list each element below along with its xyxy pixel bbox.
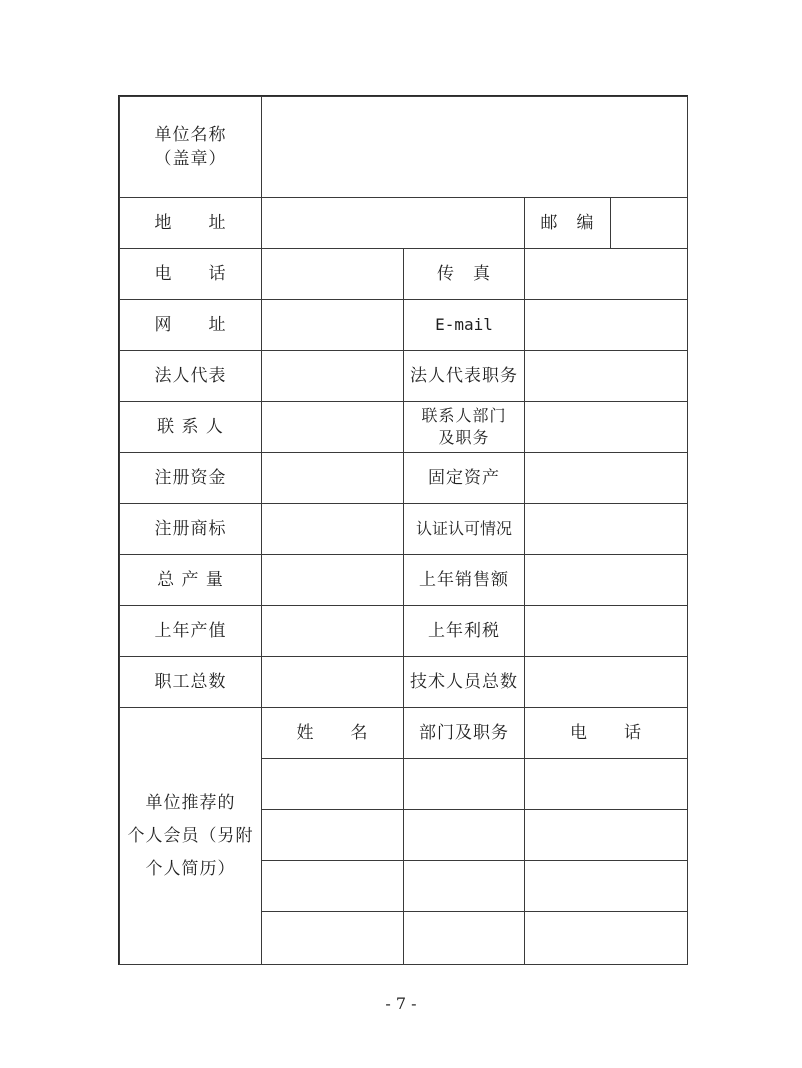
contact-person-field[interactable] [261,401,404,453]
contact-department-field[interactable] [524,401,688,453]
unit-name-field[interactable] [261,96,688,198]
last-year-profit-tax-field[interactable] [524,605,688,657]
member-name-cell[interactable] [261,758,404,810]
certification-field[interactable] [524,503,688,555]
last-year-profit-tax-label: 上年利税 [403,605,525,657]
member-department-cell[interactable] [403,860,525,912]
member-phone-header: 电 话 [524,707,688,759]
page-number: - 7 - [385,994,417,1013]
legal-representative-label: 法人代表 [119,350,262,402]
fax-field[interactable] [524,248,688,300]
phone-label: 电 话 [119,248,262,300]
unit-name-label: 单位名称 （盖章） [119,96,262,198]
total-employees-field[interactable] [261,656,404,708]
registered-capital-field[interactable] [261,452,404,504]
membership-application-form [118,95,688,965]
fixed-assets-label: 固定资产 [403,452,525,504]
member-phone-cell[interactable] [524,758,688,810]
address-label: 地 址 [119,197,262,249]
member-department-cell[interactable] [403,911,525,965]
address-field[interactable] [261,197,525,249]
member-phone-cell[interactable] [524,860,688,912]
registered-trademark-field[interactable] [261,503,404,555]
last-year-sales-label: 上年销售额 [403,554,525,606]
legal-representative-field[interactable] [261,350,404,402]
total-employees-label: 职工总数 [119,656,262,708]
email-label: E-mail [403,299,525,351]
certification-label: 认证认可情况 [403,503,525,555]
fax-label: 传 真 [403,248,525,300]
legal-representative-title-field[interactable] [524,350,688,402]
member-department-header: 部门及职务 [403,707,525,759]
website-label: 网 址 [119,299,262,351]
phone-field[interactable] [261,248,404,300]
total-output-label: 总 产 量 [119,554,262,606]
last-year-sales-field[interactable] [524,554,688,606]
technical-staff-label: 技术人员总数 [403,656,525,708]
website-field[interactable] [261,299,404,351]
postcode-label: 邮 编 [524,197,611,249]
technical-staff-field[interactable] [524,656,688,708]
registered-trademark-label: 注册商标 [119,503,262,555]
legal-representative-title-label: 法人代表职务 [403,350,525,402]
member-name-header: 姓 名 [261,707,404,759]
member-department-cell[interactable] [403,809,525,861]
postcode-field[interactable] [610,197,688,249]
member-name-cell[interactable] [261,911,404,965]
member-name-cell[interactable] [261,809,404,861]
contact-department-label: 联系人部门 及职务 [403,401,525,453]
recommended-members-label: 单位推荐的 个人会员（另附 个人简历） [119,707,262,965]
fixed-assets-field[interactable] [524,452,688,504]
contact-person-label: 联 系 人 [119,401,262,453]
member-phone-cell[interactable] [524,911,688,965]
registered-capital-label: 注册资金 [119,452,262,504]
member-name-cell[interactable] [261,860,404,912]
member-phone-cell[interactable] [524,809,688,861]
last-year-output-value-field[interactable] [261,605,404,657]
email-field[interactable] [524,299,688,351]
last-year-output-value-label: 上年产值 [119,605,262,657]
total-output-field[interactable] [261,554,404,606]
member-department-cell[interactable] [403,758,525,810]
